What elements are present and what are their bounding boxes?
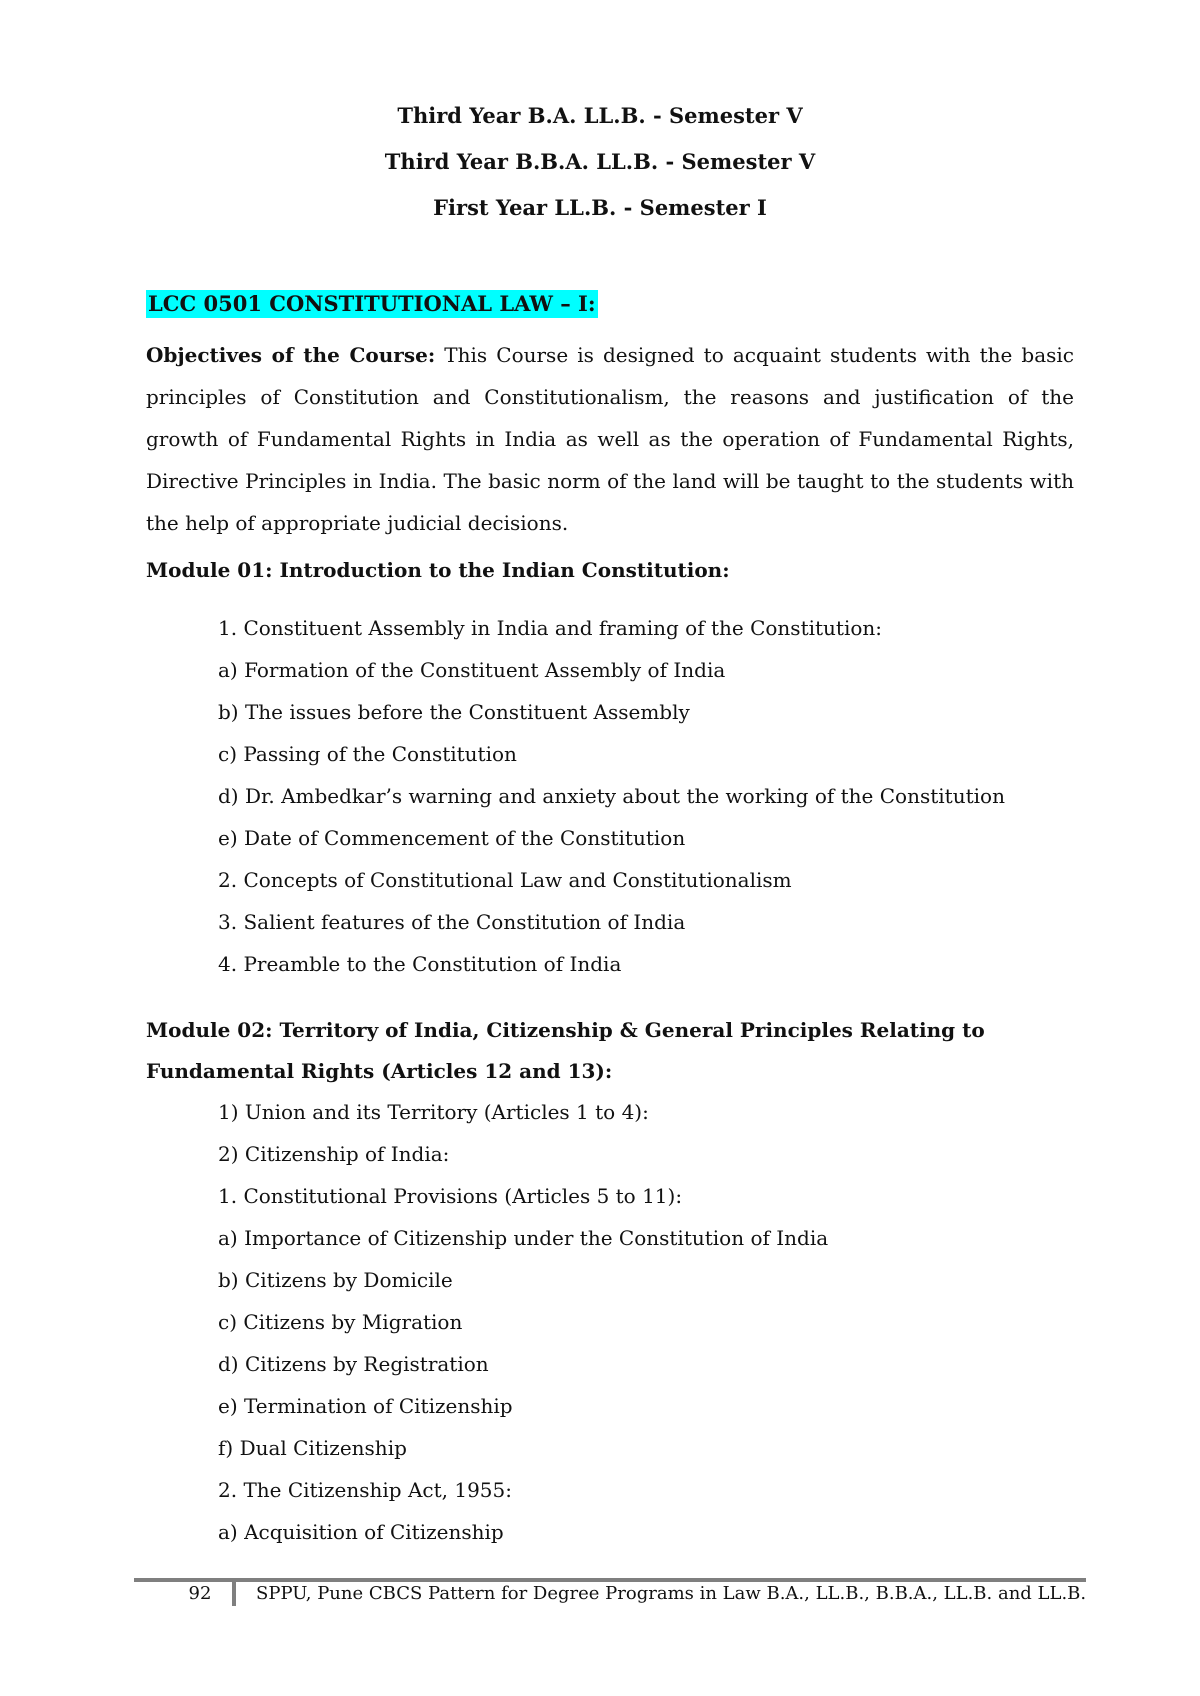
header-line-1: Third Year B.A. LL.B. - Semester V <box>397 103 803 128</box>
header-line-2: Third Year B.B.A. LL.B. - Semester V <box>384 149 816 174</box>
list-item: 2. Concepts of Constitutional Law and Constitutionalism <box>218 868 792 892</box>
list-item: 1) Union and its Territory (Articles 1 to 4): <box>218 1100 649 1124</box>
list-item: 1. Constitutional Provisions (Articles 5 to 11): <box>218 1184 683 1208</box>
list-item: a) Importance of Citizenship under the Constitution of India <box>218 1226 829 1250</box>
list-item: f) Dual Citizenship <box>218 1436 407 1460</box>
footer-text: SPPU, Pune CBCS Pattern for Degree Programs in Law B.A., LL.B., B.B.A., LL.B. and LL.B. <box>256 1583 1087 1604</box>
module-01-heading: Module 01: Introduction to the Indian Constitution: <box>146 558 730 582</box>
list-item: a) Formation of the Constituent Assembly of India <box>218 658 726 682</box>
page-number: 92 <box>188 1583 212 1604</box>
objectives-paragraph <box>146 334 1074 544</box>
course-title: LCC 0501 CONSTITUTIONAL LAW – I: <box>148 291 596 316</box>
list-item: b) Citizens by Domicile <box>218 1268 453 1292</box>
module-02-heading: Module 02: Territory of India, Citizenship & General Principles Relating to Fundamental Rights (Articles 12 and 13): <box>146 1018 985 1083</box>
header-line-3: First Year LL.B. - Semester I <box>433 195 767 220</box>
list-item: b) The issues before the Constituent Assembly <box>218 700 690 724</box>
list-item: c) Citizens by Migration <box>218 1310 463 1334</box>
list-item: e) Termination of Citizenship <box>218 1394 513 1418</box>
list-item: a) Acquisition of Citizenship <box>218 1520 504 1544</box>
list-item: 1. Constituent Assembly in India and framing of the Constitution: <box>218 616 883 640</box>
list-item: e) Date of Commencement of the Constitution <box>218 826 686 850</box>
list-item: d) Citizens by Registration <box>218 1352 489 1376</box>
list-item: c) Passing of the Constitution <box>218 742 517 766</box>
footer-separator <box>232 1582 236 1606</box>
list-item: 4. Preamble to the Constitution of India <box>218 952 622 976</box>
list-item: 2) Citizenship of India: <box>218 1142 450 1166</box>
list-item: 3. Salient features of the Constitution of India <box>218 910 686 934</box>
objectives-text: This Course is designed to acquaint students with the basic principles of Constitution and Constitutionalism, the reasons and justification of the growth of Fundamental Rights in India as well as the operation of Fundamental Rights, Directive Principles in India. The basic norm of the land will be taught to the students with the help of appropriate judicial decisions. <box>146 343 1075 535</box>
objectives-label: Objectives of the Course: <box>146 343 436 367</box>
list-item: d) Dr. Ambedkar’s warning and anxiety about the working of the Constitution <box>218 784 1005 808</box>
list-item: 2. The Citizenship Act, 1955: <box>218 1478 512 1502</box>
